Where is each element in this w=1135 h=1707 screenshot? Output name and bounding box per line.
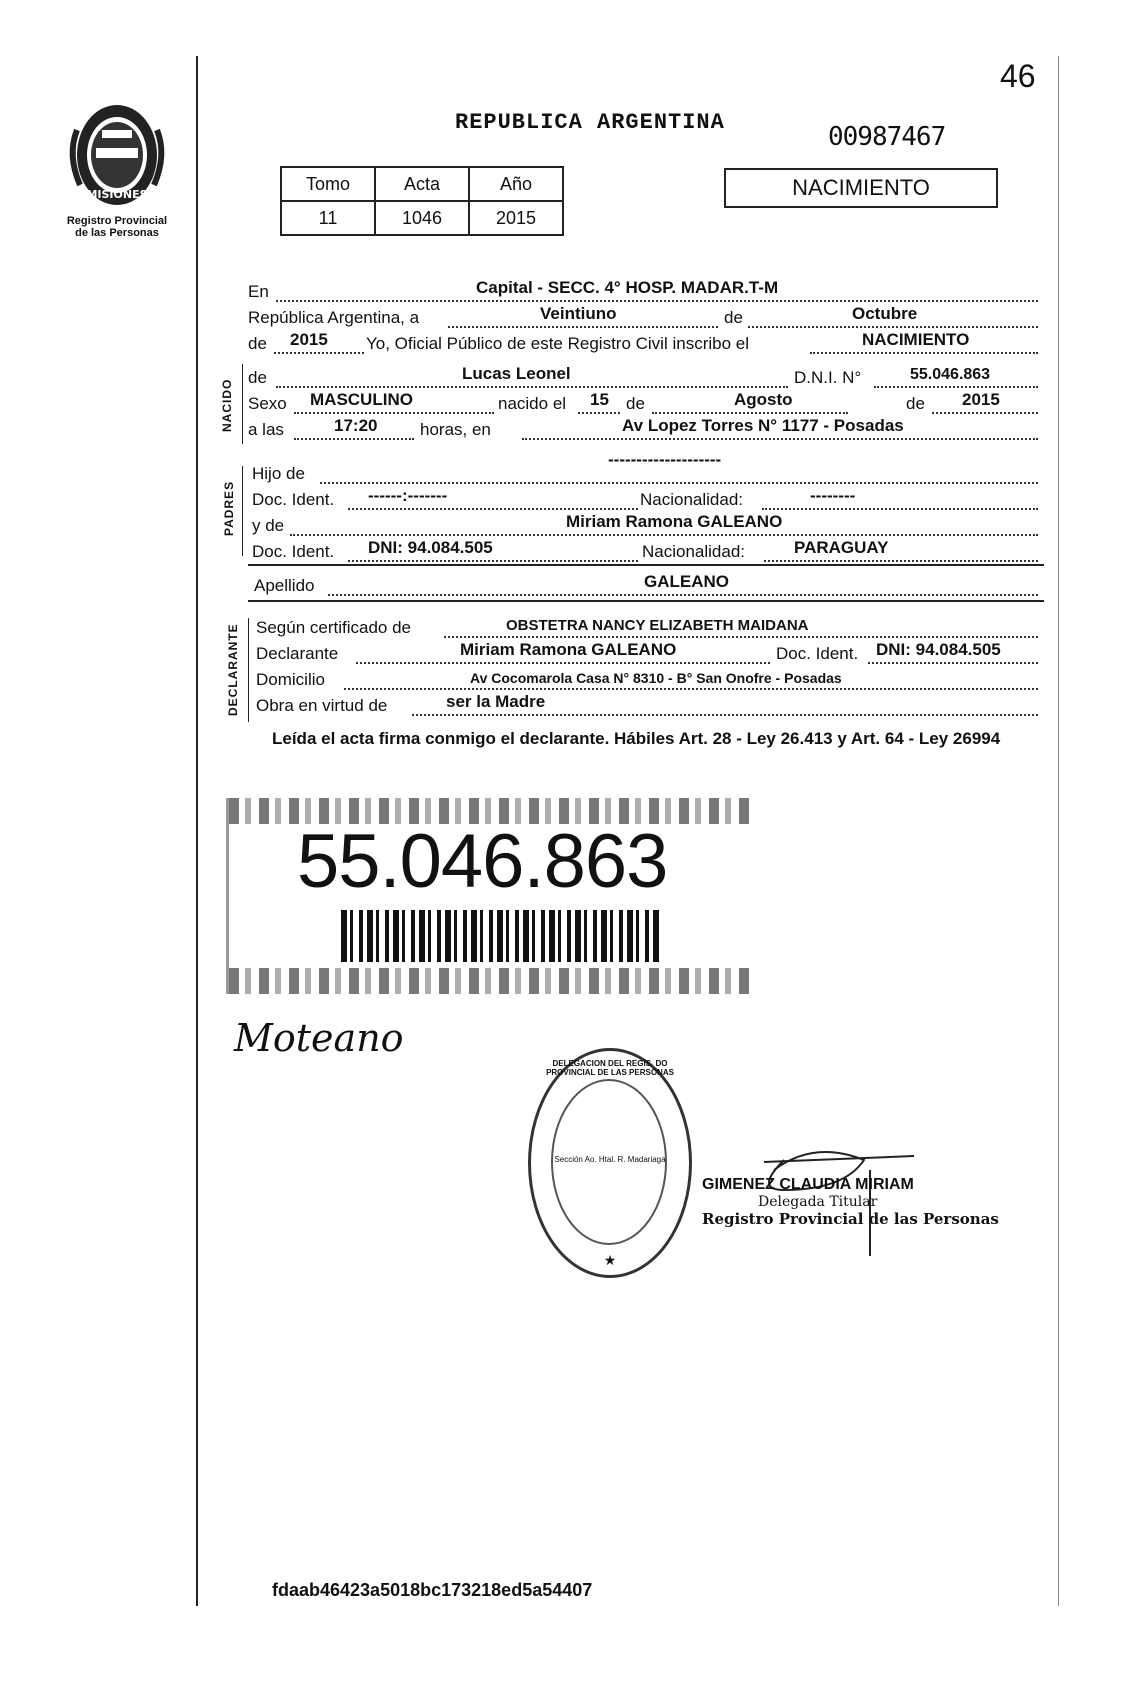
row-cert — [248, 614, 1044, 640]
en-value: Capital - SECC. 4° HOSP. MADAR.T-M — [476, 278, 779, 297]
birth-month-value: Agosto — [734, 390, 793, 409]
acta-header: Acta — [375, 167, 469, 201]
document-hash: fdaab46423a5018bc173218ed5a54407 — [272, 1580, 593, 1600]
horas-label: horas, en — [420, 420, 491, 439]
declarante-section-label: DECLARANTE — [226, 623, 240, 716]
row-en — [248, 278, 1044, 304]
stamp-star-icon: ★ — [603, 1252, 617, 1268]
sticker-bottom-pattern — [229, 968, 753, 994]
hijo-de-label: Hijo de — [252, 464, 305, 483]
declarante-value: Miriam Ramona GALEANO — [460, 640, 677, 659]
yde-label: y de — [252, 516, 285, 535]
sticker-dni-number: 55.046.863 — [297, 819, 668, 904]
acta-value: 1046 — [375, 201, 469, 235]
tomo-value: 11 — [281, 201, 375, 235]
nac2-value: PARAGUAY — [794, 538, 889, 557]
a-las-label: a las — [248, 420, 284, 439]
svg-text:MISIONES: MISIONES — [86, 188, 148, 201]
serial-number: 00987467 — [828, 122, 946, 152]
doc1-label: Doc. Ident. — [252, 490, 335, 509]
month-value: Octubre — [852, 304, 918, 323]
birth-de2-label: de — [906, 394, 925, 413]
tomo-header: Tomo — [281, 167, 375, 201]
de2-label: de — [248, 334, 267, 353]
domicilio-value: Av Cocomarola Casa N° 8310 - B° San Onofre - Posadas — [470, 670, 842, 686]
time-value: 17:20 — [334, 416, 378, 435]
dni-value: 55.046.863 — [910, 366, 991, 383]
dni-sticker — [226, 798, 753, 994]
day-value: Veintiuno — [540, 304, 617, 323]
declarant-signature: Moteano — [234, 1016, 404, 1060]
row-name — [248, 364, 1044, 390]
official-stamp — [528, 1048, 692, 1278]
child-name-value: Lucas Leonel — [462, 364, 571, 383]
official-role: Delegada Titular — [758, 1194, 878, 1210]
nac2-label: Nacionalidad: — [642, 542, 746, 561]
republica-label: República Argentina, a — [248, 308, 420, 327]
nacido-section-label: NACIDO — [220, 378, 234, 432]
page-number: 46 — [1000, 58, 1036, 94]
sexo-label: Sexo — [248, 394, 287, 413]
row-oficial — [248, 330, 1044, 356]
row-father — [248, 450, 1044, 486]
nacido-de-label: de — [248, 368, 267, 387]
stamp-outer-text: DELEGACION DEL REGIS. DO PROVINCIAL DE LAS PERSONAS — [546, 1059, 674, 1077]
docid-label: Doc. Ident. — [776, 644, 859, 663]
anio-value: 2015 — [469, 201, 563, 235]
sexo-value: MASCULINO — [310, 390, 413, 409]
apellido-value: GALEANO — [644, 572, 729, 591]
official-block — [702, 1176, 999, 1228]
en-label: En — [248, 282, 269, 301]
birth-place-value: Av Lopez Torres N° 1177 - Posadas — [622, 416, 904, 435]
left-margin-rule — [196, 56, 198, 1606]
registry-seal — [52, 100, 182, 250]
row-republica — [248, 304, 1044, 330]
padres-bracket — [242, 466, 243, 556]
coat-of-arms-icon — [62, 100, 172, 210]
padres-section-label: PADRES — [222, 480, 236, 536]
birth-de-label: de — [626, 394, 645, 413]
doc2-label: Doc. Ident. — [252, 542, 335, 561]
nac1-label: Nacionalidad: — [640, 490, 744, 509]
row-domicilio — [248, 666, 1044, 692]
de-label: de — [724, 308, 743, 327]
cert-label: Según certificado de — [256, 618, 411, 637]
father-value: -------------------- — [608, 450, 722, 469]
dni-label: D.N.I. N° — [794, 368, 862, 387]
declarante-label: Declarante — [256, 644, 339, 663]
nac1-value: -------- — [810, 486, 856, 505]
right-margin-rule — [1058, 56, 1059, 1606]
record-table — [280, 166, 564, 236]
official-name: GIMENEZ CLAUDIA MIRIAM — [702, 1176, 914, 1193]
document-title: REPUBLICA ARGENTINA — [455, 110, 725, 135]
barcode — [341, 910, 661, 962]
record-type-box: NACIMIENTO — [724, 168, 998, 208]
oficial-label: Yo, Oficial Público de este Registro Civil inscribo el — [366, 334, 749, 353]
row-time-place — [248, 416, 1044, 442]
official-org: Registro Provincial de las Personas — [702, 1210, 999, 1228]
row-sexo — [248, 390, 1044, 416]
nacido-el-label: nacido el — [498, 394, 567, 413]
apellido-label: Apellido — [254, 576, 315, 595]
domicilio-label: Domicilio — [256, 670, 325, 689]
seal-label-line-1: Registro Provincial — [66, 215, 168, 227]
row-apellido — [248, 572, 1044, 598]
year-value: 2015 — [290, 330, 328, 349]
doc1-value: ------:------- — [368, 486, 448, 505]
docid-value: DNI: 94.084.505 — [876, 640, 1001, 659]
row-doc2 — [248, 538, 1044, 564]
row-mother — [248, 512, 1044, 538]
cert-value: OBSTETRA NANCY ELIZABETH MAIDANA — [506, 617, 809, 634]
obra-value: ser la Madre — [446, 692, 546, 711]
nacido-bracket — [242, 364, 243, 444]
seal-label-line-2: de las Personas — [75, 227, 159, 239]
mother-value: Miriam Ramona GALEANO — [566, 512, 783, 531]
birth-day-value: 15 — [590, 390, 609, 409]
apellido-divider — [248, 600, 1044, 602]
row-obra — [248, 692, 1044, 718]
stamp-inner-text: Sección Ao. Htal. R. Madariaga — [554, 1155, 666, 1164]
closing-note: Leída el acta firma conmigo el declarante. Hábiles Art. 28 - Ley 26.413 y Art. 64 - Ley 26994 — [272, 729, 1001, 748]
row-declarante — [248, 640, 1044, 666]
anio-header: Año — [469, 167, 563, 201]
birth-year-value: 2015 — [962, 390, 1000, 409]
row-doc1 — [248, 486, 1044, 512]
inscribo-value: NACIMIENTO — [862, 330, 970, 349]
padres-divider — [248, 564, 1044, 566]
doc2-value: DNI: 94.084.505 — [368, 538, 493, 557]
obra-label: Obra en virtud de — [256, 696, 388, 715]
